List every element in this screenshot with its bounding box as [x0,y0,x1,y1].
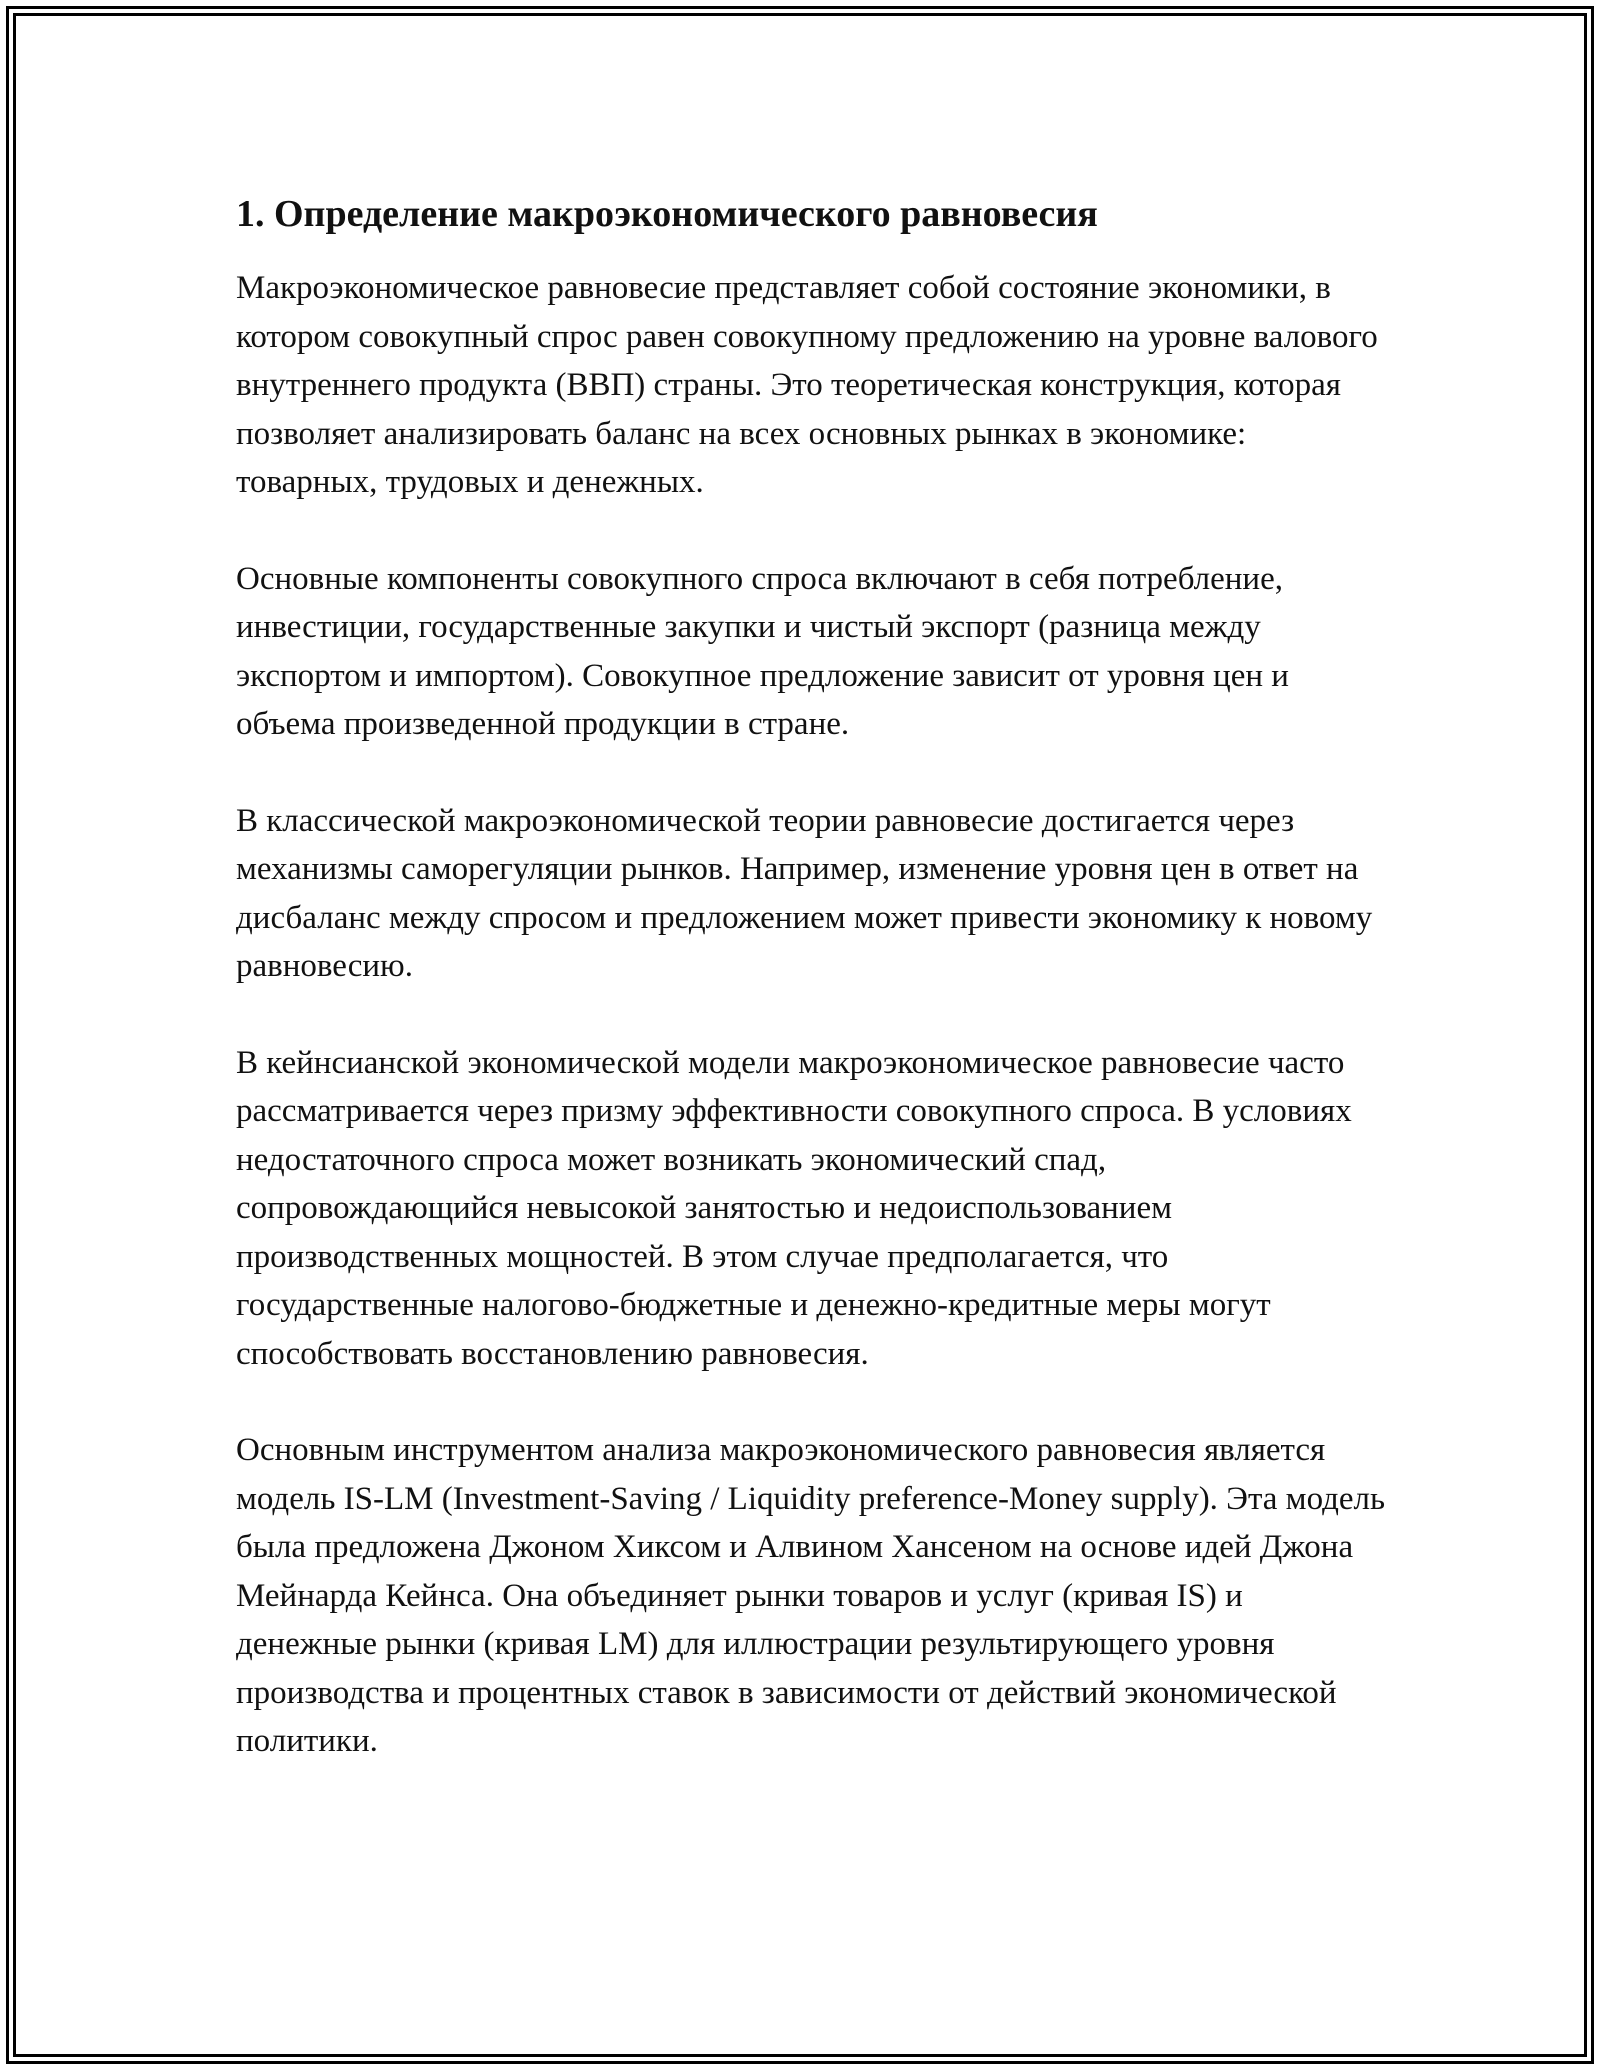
section-heading: 1. Определение макроэкономического равновесия [236,193,1098,235]
paragraph-demand-components: Основные компоненты совокупного спроса включают в себя потребление, инвестиции, государственные закупки и чистый экспорт (разница между экспортом и импортом). Совокупное предложение зависит от уровня цен и объема произведенной продукции в стране. [236,560,1289,742]
paragraph-classical-theory: В классической макроэкономической теории равновесие достигается через механизмы саморегуляции рынков. Например, изменение уровня цен в ответ на дисбаланс между спросом и предложением может привести экономику к новому равновесию. [236,802,1373,984]
paragraph-keynesian-model: В кейнсианской экономической модели макроэкономическое равновесие часто рассматривается через призму эффективности совокупного спроса. В условиях недостаточного спроса может возникать экономический спад, сопровождающийся невысокой занятостью и недоиспользованием производственных мощностей. В этом случае предполагается, что государственные налогово-бюджетные и денежно-кредитные меры могут способствовать восстановлению равновесия. [236,1044,1352,1372]
paragraph-definition: Макроэкономическое равновесие представляет собой состояние экономики, в котором совокупный спрос равен совокупному предложению на уровне валового внутреннего продукта (ВВП) страны. Это теоретическая конструкция, которая позволяет анализировать баланс на всех основных рынках в экономике: товарных, трудовых и денежных. [236,270,1378,500]
document-body [236,186,1386,1766]
paragraph-is-lm-model: Основным инструментом анализа макроэкономического равновесия является модель IS-LM (Investment-Saving / Liquidity preference-Money supply). Эта модель была предложена Джоном Хиксом и Алвином Хансеном на основе идей Джона Мейнарда Кейнса. Она объединяет рынки товаров и услуг (кривая IS) и денежные рынки (кривая LM) для иллюстрации результирующего уровня производства и процентных ставок в зависимости от действий экономической политики. [236,1432,1386,1759]
